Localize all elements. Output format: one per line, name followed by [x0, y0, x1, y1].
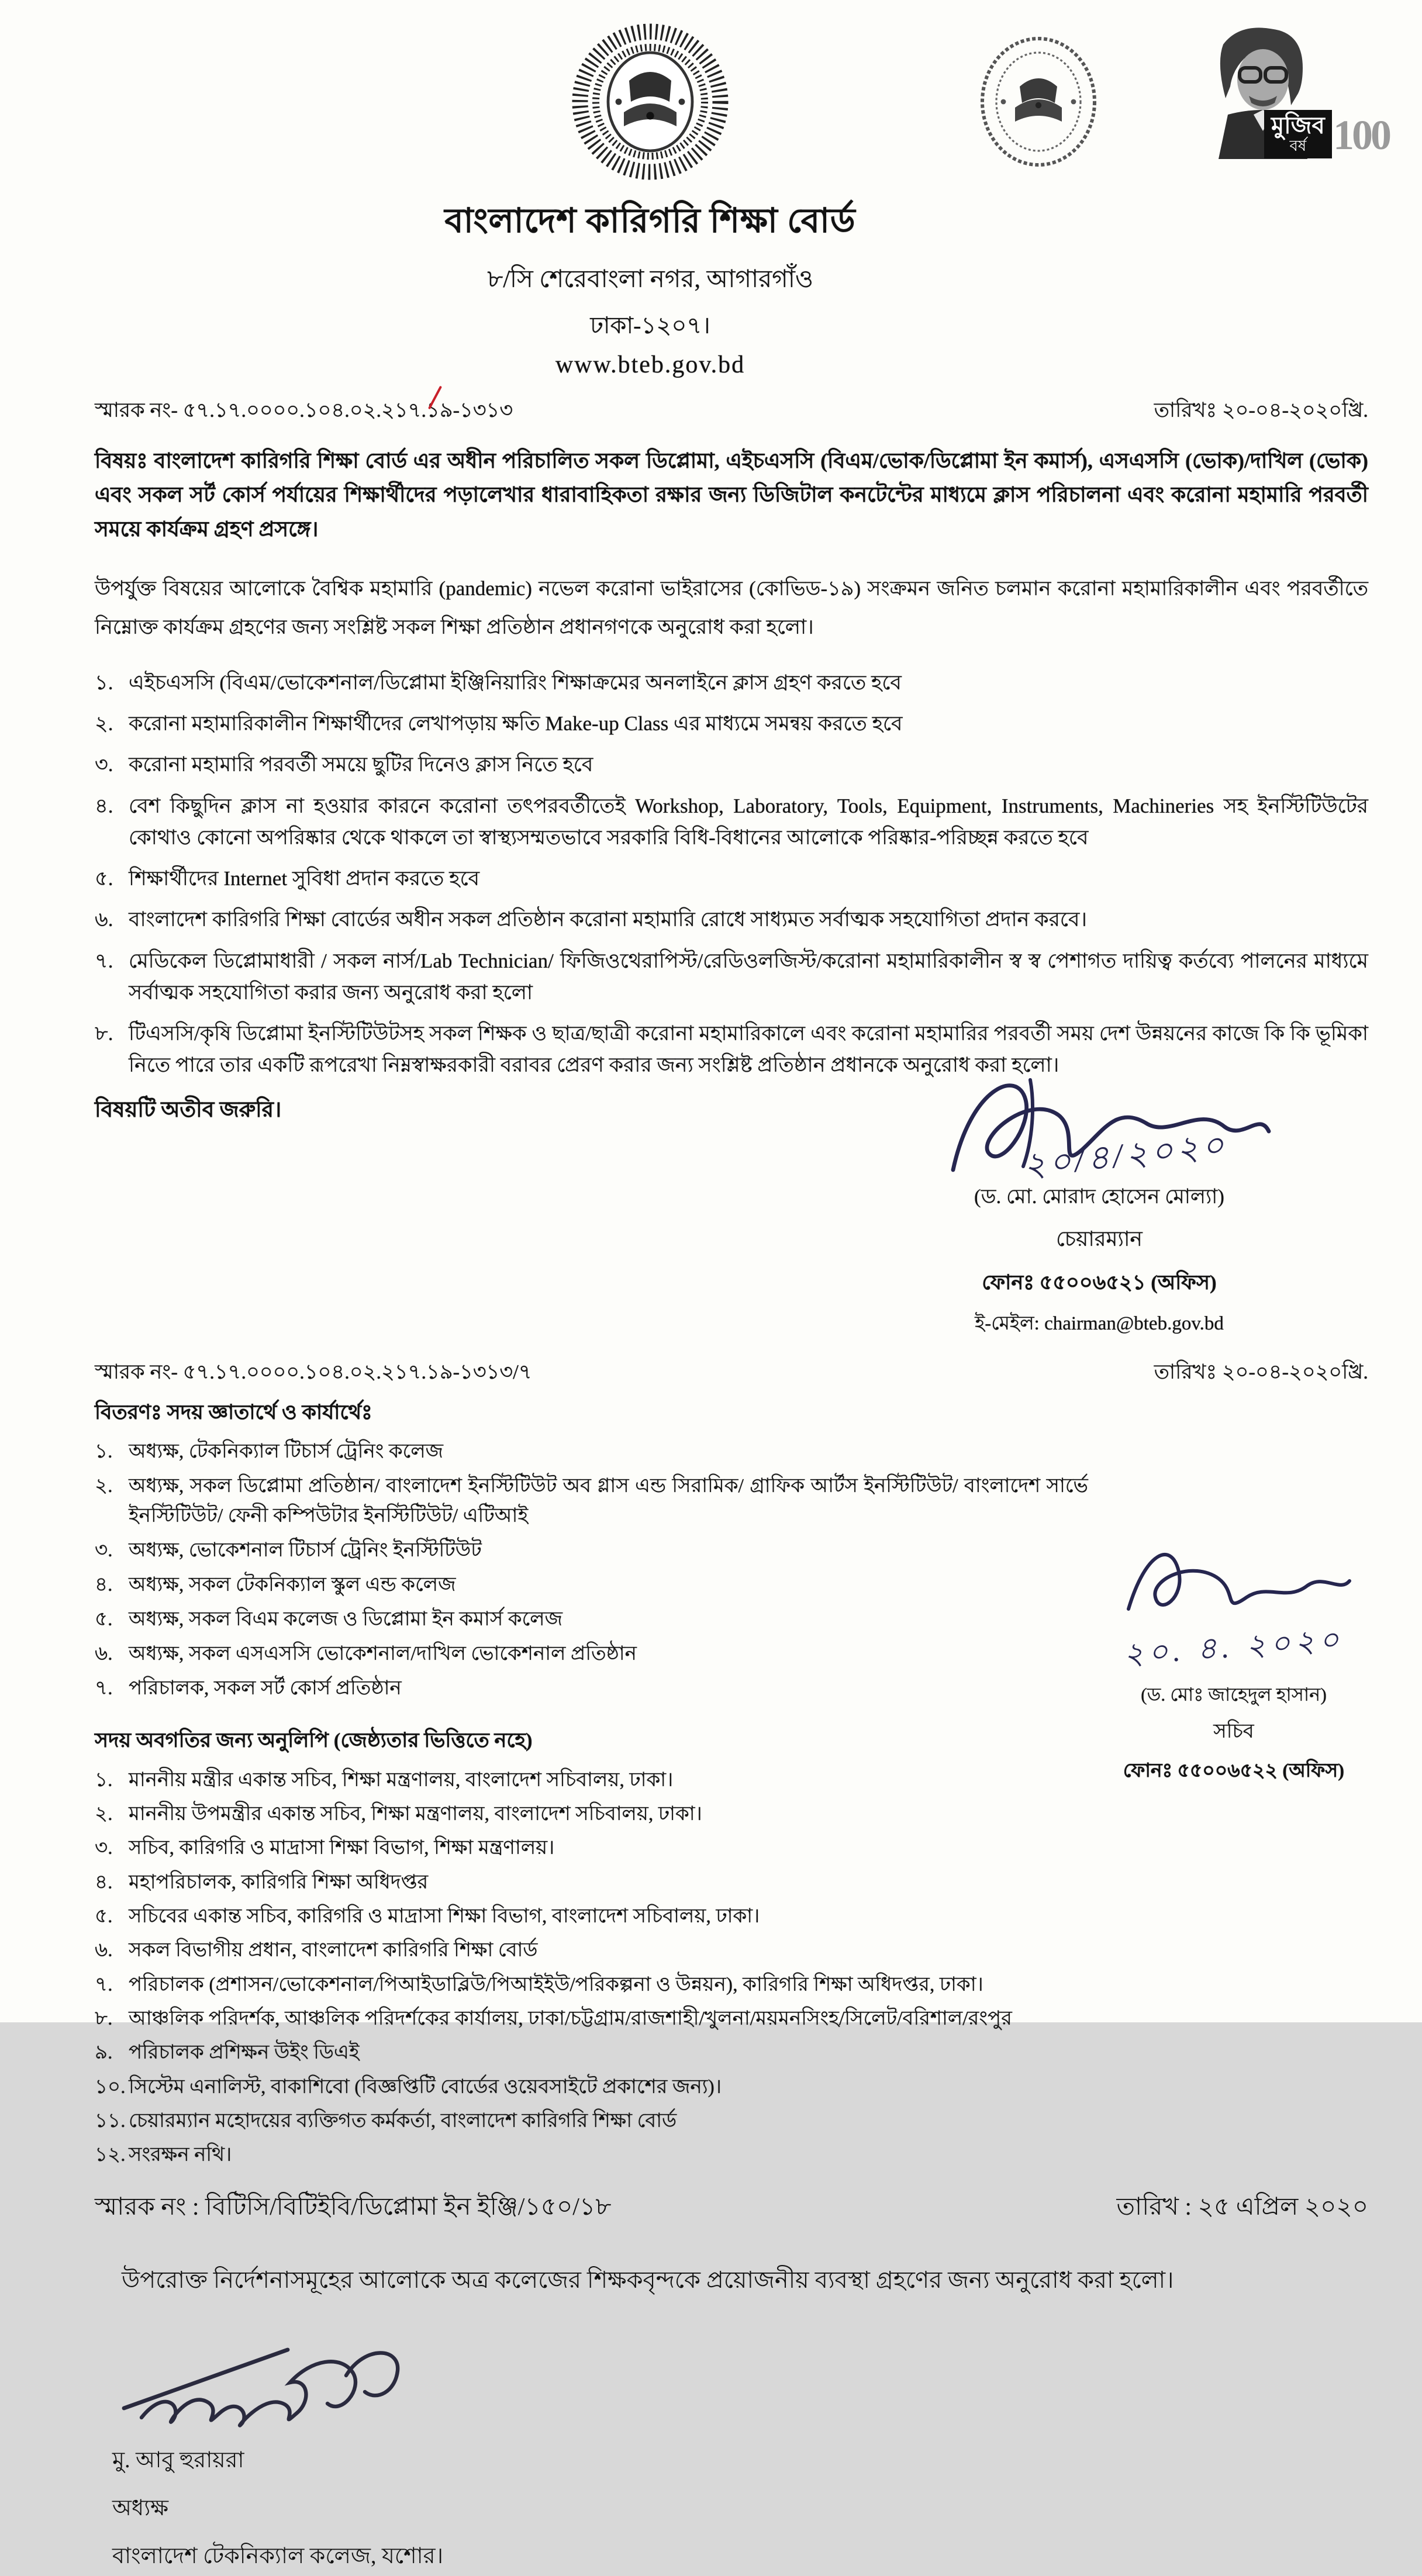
distribution-heading: বিতরণঃ সদয় জ্ঞাতার্থে ও কার্যার্থেঃ	[95, 1400, 372, 1424]
item-text: সচিব, কারিগরি ও মাদ্রাসা শিক্ষা বিভাগ, শিক্ষা মন্ত্রণালয়।	[129, 1837, 555, 1859]
directive-item	[95, 790, 1368, 854]
distribution-list	[95, 1437, 1088, 1703]
item-text: অধ্যক্ষ, সকল টেকনিক্যাল স্কুল এন্ড কলেজ	[129, 1573, 456, 1596]
item-number: ৬.	[95, 1939, 113, 1962]
mujib-logo-line2: বর্ষ	[1289, 137, 1307, 154]
secretary-name: (ড. মোঃ জাহেদুল হাসান)	[1141, 1684, 1327, 1705]
memo3-row	[95, 2187, 1368, 2229]
memo3-date: তারিখ : ২৫ এপ্রিল ২০২০	[1116, 2194, 1368, 2221]
board-address-line2: ঢাকা-১২০৭।	[590, 312, 710, 339]
memo1-number	[95, 394, 513, 429]
mujib-logo-text	[1264, 110, 1332, 158]
item-number: ২.	[95, 1803, 113, 1825]
memo1-date: তারিখঃ ২০-০৪-২০২০খ্রি.	[1154, 399, 1368, 422]
copy-item	[95, 1936, 1088, 1965]
item-text: চেয়ারম্যান মহোদয়ের ব্যক্তিগত কর্মকর্তা, বাংলাদেশ কারিগরি শিক্ষা বোর্ড	[129, 2109, 677, 2132]
item-text: করোনা মহামারিকালীন শিক্ষার্থীদের লেখাপড়ায় ক্ষতি Make-up Class এর মাধ্যমে সমন্বয় করতে হবে	[129, 712, 903, 735]
item-number: ১.	[95, 1769, 113, 1791]
board-address-line1: ৮/সি শেরেবাংলা নগর, আগারগাঁও	[487, 266, 813, 293]
final-paragraph: উপরোক্ত নির্দেশনাসমূহের আলোকে অত্র কলেজের শিক্ষকবৃন্দকে প্রয়োজনীয় ব্যবস্থা গ্রহণের জন্য অনুরোধ করা হলো।	[122, 2267, 1174, 2294]
item-number: ৪.	[95, 1573, 113, 1596]
item-number: ৮.	[95, 2007, 113, 2029]
distribution-item	[95, 1673, 1088, 1703]
item-number: ৩.	[95, 1837, 113, 1859]
distribution-item	[95, 1570, 1088, 1600]
distribution-item	[95, 1471, 1088, 1531]
copy-item	[95, 2107, 1088, 2136]
forwarding-section	[95, 2187, 1368, 2576]
item-number: ৩.	[95, 1539, 113, 1561]
copy-heading: সদয় অবগতির জন্য অনুলিপি (জেষ্ঠ্যতার ভিত্তিতে নহে)	[95, 1728, 533, 1752]
item-text: অধ্যক্ষ, টেকনিক্যাল টিচার্স ট্রেনিং কলেজ	[129, 1440, 444, 1462]
mujib-100-number: 100	[1333, 112, 1389, 158]
item-number: ১২.	[95, 2144, 126, 2166]
secretary-signature-icon	[1111, 1527, 1357, 1627]
directive-item	[95, 708, 1368, 740]
secretary-phone: ফোনঃ ৫৫০০৬৫২২ (অফিস)	[1123, 1760, 1345, 1781]
item-text: টিএসসি/কৃষি ডিপ্লোমা ইনস্টিটিউটসহ সকল শিক্ষক ও ছাত্র/ছাত্রী করোনা মহামারিকালে এবং করোনা মহামারির পরবর্তী সময় দেশ উন্নয়নের কাজে কি কি ভূমিকা নিতে পারে তার একটি রূপরেখা নিম্নস্বাক্ষরকারী বরাবর প্রেরণ করার জন্য সংশ্লিষ্ট প্রতিষ্ঠান প্রধানকে অনুরোধ করা হলো।	[129, 1022, 1368, 1077]
item-number: ৪.	[95, 794, 113, 817]
directive-list	[95, 667, 1368, 1082]
principal-designation: অধ্যক্ষ	[112, 2496, 169, 2521]
chairman-phone: ফোনঃ ৫৫০০৬৫২১ (অফিস)	[982, 1270, 1217, 1294]
copy-item	[95, 1766, 1088, 1795]
secretary-signature-block	[1076, 1527, 1392, 1788]
item-number: ৭.	[95, 1677, 113, 1699]
item-number: ১.	[95, 1440, 113, 1462]
distribution-item	[95, 1604, 1088, 1634]
copy-item	[95, 2140, 1088, 2170]
board-title: বাংলাদেশ কারিগরি শিক্ষা বোর্ড	[444, 202, 856, 240]
item-number: ৬.	[95, 1642, 113, 1665]
item-text: সকল বিভাগীয় প্রধান, বাংলাদেশ কারিগরি শিক্ষা বোর্ড	[129, 1939, 538, 1962]
item-text: পরিচালক প্রশিক্ষন উইং ডিএই	[129, 2042, 360, 2064]
copy-item	[95, 2073, 1088, 2102]
secretary-handwritten-date: ২০. ৪. ২০২০	[1123, 1622, 1345, 1672]
item-text: সচিবের একান্ত সচিব, কারিগরি ও মাদ্রাসা শিক্ষা বিভাগ, বাংলাদেশ সচিবালয়, ঢাকা।	[129, 1905, 760, 1927]
distribution-item	[95, 1437, 1088, 1466]
item-text: করোনা মহামারি পরবর্তী সময়ে ছুটির দিনেও ক্লাস নিতে হবে	[129, 753, 593, 776]
urgent-note: বিষয়টি অতীব জরুরি।	[95, 1097, 282, 1122]
memo1-row	[95, 394, 1368, 429]
item-number: ৫.	[95, 1905, 113, 1927]
copy-item	[95, 1800, 1088, 1829]
chairman-email: ই-মেইল: chairman@bteb.gov.bd	[975, 1313, 1224, 1334]
principal-name: মু. আবু হুরায়রা	[112, 2448, 244, 2473]
item-text: এইচএসসি (বিএম/ভোকেশনাল/ডিপ্লোমা ইঞ্জিনিয়ারিং শিক্ষাক্রমের অনলাইনে ক্লাস গ্রহণ করতে হবে	[129, 671, 902, 694]
secretary-designation: সচিব	[1213, 1721, 1254, 1742]
memo3-number: স্মারক নং : বিটিসি/বিটিইবি/ডিপ্লোমা ইন ইঞ্জি/১৫০/১৮	[95, 2194, 612, 2221]
chairman-name: (ড. মো. মোরাদ হোসেন মোল্যা)	[974, 1185, 1224, 1208]
item-number: ৬.	[95, 908, 113, 931]
board-website: www.bteb.gov.bd	[555, 351, 745, 378]
chairman-signature-block	[848, 1059, 1351, 1341]
item-text: অধ্যক্ষ, সকল ডিপ্লোমা প্রতিষ্ঠান/ বাংলাদেশ ইনস্টিটিউট অব গ্লাস এন্ড সিরামিক/ গ্রাফিক আর্টস ইনস্টিটিউট/ বাংলাদেশ সার্ভে ইনস্টিটিউট/ ফেনী কম্পিউটার ইনস্টিটিউট/ এটিআই	[129, 1475, 1088, 1527]
chairman-handwritten-date: ২০/৪/২০২০	[1021, 1125, 1230, 1185]
item-text: সিস্টেম এনালিস্ট, বাকাশিবো (বিজ্ঞপ্তিটি বোর্ডের ওয়েবসাইটে প্রকাশের জন্য)।	[129, 2076, 722, 2098]
item-text: মেডিকেল ডিপ্লোমাধারী / সকল নার্স/Lab Technician/ ফিজিওথেরাপিস্ট/রেডিওলজিস্ট/করোনা মহামারিকালীন স্ব স্ব পেশাগত দায়িত্ব কর্তব্যে পালনের মাধ্যমে সর্বাত্মক সহযোগিতা করার জন্য অনুরোধ করা হলো	[129, 949, 1368, 1004]
memo2-row	[95, 1356, 1368, 1390]
directive-item	[95, 749, 1368, 781]
subject-paragraph: বিষয়ঃ বাংলাদেশ কারিগরি শিক্ষা বোর্ড এর অধীন পরিচালিত সকল ডিপ্লোমা, এইচএসসি (বিএম/ভোক/ডিপ্লোমা ইন কমার্স), এসএসসি (ভোক)/দাখিল (ভোক) এবং সকল সর্ট কোর্স পর্যায়ের শিক্ষার্থীদের পড়ালেখার ধারাবাহিকতা রক্ষার জন্য ডিজিটাল কনটেন্টের মাধ্যমে ক্লাস পরিচালনা এবং করোনা মহামারি পরবর্তী সময়ে কার্যক্রম গ্রহণ প্রসঙ্গে।	[95, 449, 1368, 541]
item-text: মাননীয় মন্ত্রীর একান্ত সচিব, শিক্ষা মন্ত্রণালয়, বাংলাদেশ সচিবালয়, ঢাকা।	[129, 1769, 674, 1791]
copy-item	[95, 1833, 1088, 1863]
item-text: আঞ্চলিক পরিদর্শক, আঞ্চলিক পরিদর্শকের কার্যালয়, ঢাকা/চট্টগ্রাম/রাজশাহী/খুলনা/ময়মনসিংহ/সিলেট/বরিশাল/রংপুর	[129, 2007, 1012, 2029]
item-text: পরিচালক (প্রশাসন/ভোকেশনাল/পিআইডাব্লিউ/পিআইইউ/পরিকল্পনা ও উন্নয়ন), কারিগরি শিক্ষা অধিদপ্তর, ঢাকা।	[129, 1973, 983, 1995]
mujib-logo-line1: মুজিব	[1271, 112, 1325, 139]
copy-list	[95, 1766, 1088, 2170]
memo2-number: স্মারক নং- ৫৭.১৭.০০০০.১০৪.০২.২১৭.১৯-১৩১৩/৭	[95, 1360, 532, 1383]
memo2-date: তারিখঃ ২০-০৪-২০২০খ্রি.	[1154, 1360, 1368, 1383]
item-number: ১১.	[95, 2109, 126, 2132]
item-number: ৫.	[95, 1608, 113, 1630]
distribution-item	[95, 1639, 1088, 1669]
copy-item	[95, 1868, 1088, 1897]
bteb-seal-icon	[554, 14, 747, 192]
copy-item	[95, 1902, 1088, 1931]
directive-item	[95, 945, 1368, 1009]
body-paragraph: উপর্যুক্ত বিষয়ের আলোকে বৈশ্বিক মহামারি (pandemic) নভেল করোনা ভাইরাসের (কোভিড-১৯) সংক্রমন জনিত চলমান করোনা মহামারিকালীন এবং পরবর্তীতে নিম্নোক্ত কার্যক্রম গ্রহণের জন্য সংশ্লিষ্ট সকল শিক্ষা প্রতিষ্ঠান প্রধানগণকে অনুরোধ করা হলো।	[95, 576, 1368, 639]
item-text: বাংলাদেশ কারিগরি শিক্ষা বোর্ডের অধীন সকল প্রতিষ্ঠান করোনা মহামারি রোধে সাধ্যমত সর্বাত্মক সহযোগিতা প্রদান করবে।	[129, 908, 1087, 931]
item-number: ৭.	[95, 949, 113, 972]
item-number: ৭.	[95, 1973, 113, 1995]
item-text: সংরক্ষন নথি।	[129, 2144, 232, 2166]
memo1-number-text: স্মারক নং- ৫৭.১৭.০০০০.১০৪.০২.২১৭.১৯-১৩১৩	[95, 399, 513, 422]
chairman-designation: চেয়ারম্যান	[1056, 1227, 1143, 1251]
copy-item	[95, 1970, 1088, 2000]
principal-signature-block	[95, 2324, 1368, 2576]
item-number: ৫.	[95, 867, 113, 890]
item-number: ১.	[95, 671, 113, 694]
item-text: অধ্যক্ষ, ভোকেশনাল টিচার্স ট্রেনিং ইনস্টিটিউট	[129, 1539, 482, 1561]
item-text: পরিচালক, সকল সর্ট কোর্স প্রতিষ্ঠান	[129, 1677, 402, 1699]
item-number: ৩.	[95, 753, 113, 776]
item-text: অধ্যক্ষ, সকল এসএসসি ভোকেশনাল/দাখিল ভোকেশনাল প্রতিষ্ঠান	[129, 1642, 637, 1665]
item-number: ৯.	[95, 2042, 113, 2064]
item-number: ১০.	[95, 2076, 126, 2098]
item-text: অধ্যক্ষ, সকল বিএম কলেজ ও ডিপ্লোমা ইন কমার্স কলেজ	[129, 1608, 562, 1630]
directive-item	[95, 863, 1368, 895]
item-text: মাননীয় উপমন্ত্রীর একান্ত সচিব, শিক্ষা মন্ত্রণালয়, বাংলাদেশ সচিবালয়, ঢাকা।	[129, 1803, 702, 1825]
distribution-item	[95, 1535, 1088, 1565]
principal-institution: বাংলাদেশ টেকনিক্যাল কলেজ, যশোর।	[112, 2544, 444, 2569]
item-text: মহাপরিচালক, কারিগরি শিক্ষা অধিদপ্তর	[129, 1871, 429, 1893]
item-text: শিক্ষার্থীদের Internet সুবিধা প্রদান করতে হবে	[129, 867, 480, 890]
directive-item	[95, 904, 1368, 935]
item-number: ২.	[95, 712, 113, 735]
copy-item	[95, 2038, 1088, 2067]
item-number: ৪.	[95, 1871, 113, 1893]
item-number: ৮.	[95, 1022, 113, 1045]
item-text: বেশ কিছুদিন ক্লাস না হওয়ার কারনে করোনা তৎপরবর্তীতেই Workshop, Laboratory, Tools, Equipment, Instruments, Machineries সহ ইনস্টিটিউটের কোথাও কোনো অপরিষ্কার থেকে থাকলে তা স্বাস্থ্যসম্মতভাবে সরকারি বিধি-বিধানের আলোকে পরিষ্কার-পরিচ্ছন্ন করতে হবে	[129, 794, 1368, 849]
directive-item	[95, 667, 1368, 699]
letterhead	[95, 11, 1206, 379]
copy-item	[95, 2004, 1088, 2033]
principal-signature-icon	[112, 2324, 440, 2429]
item-number: ২.	[95, 1475, 113, 1497]
